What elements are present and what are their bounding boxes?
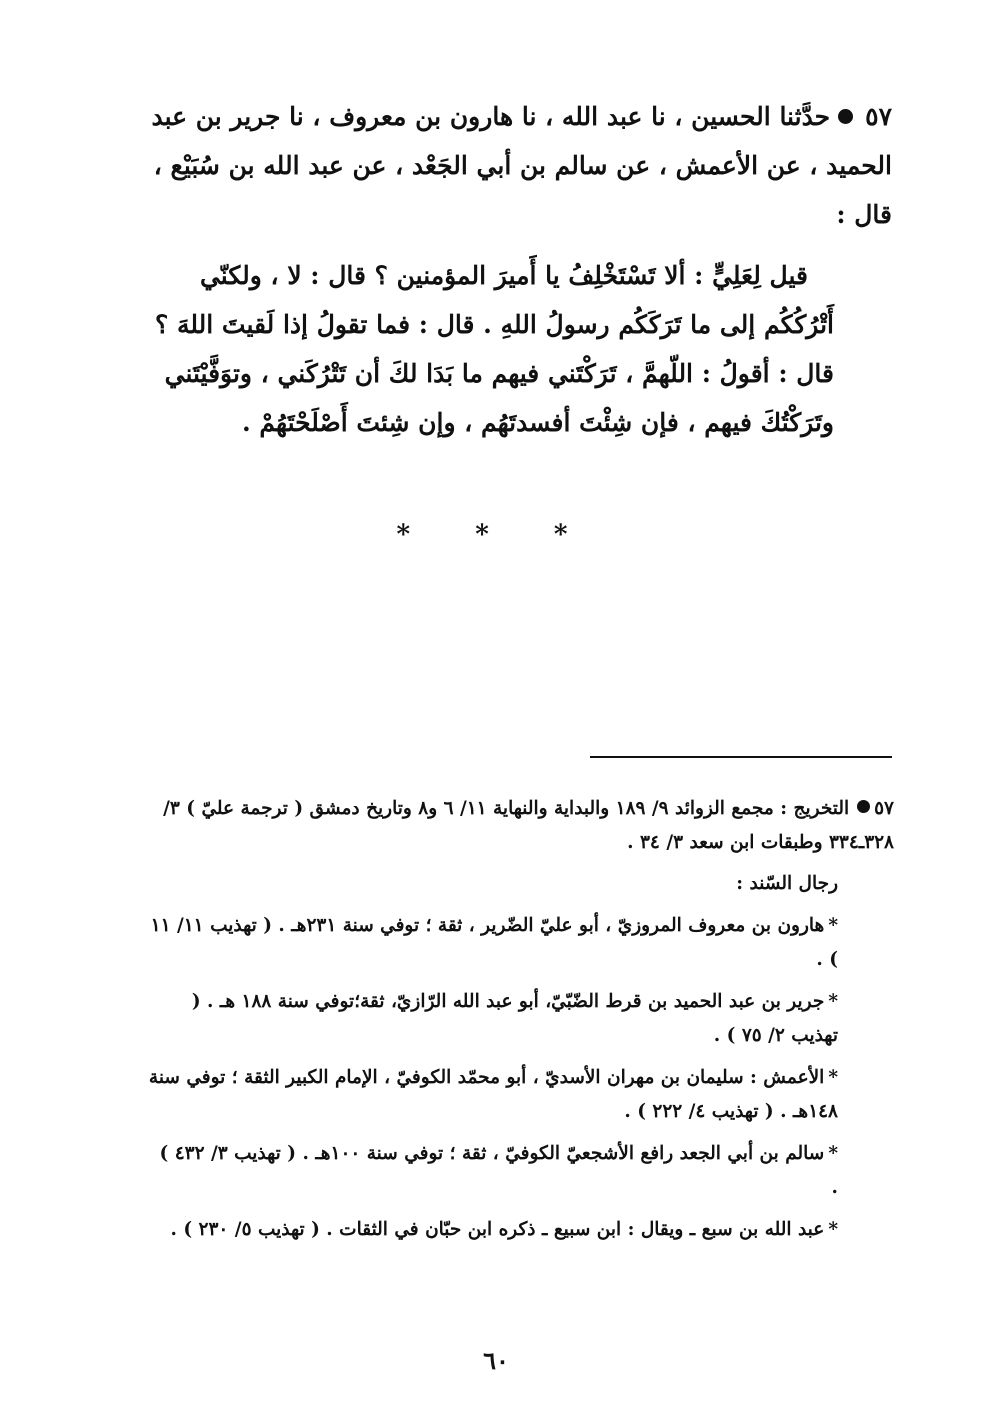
footnotes	[148, 792, 894, 1255]
asterisk-icon: *	[828, 1219, 838, 1240]
asterisk-icon: *	[828, 915, 838, 936]
section-separator: * * *	[396, 520, 596, 550]
narrator-text: سالم بن أبي الجعد رافع الأشجعيّ الكوفيّ ، ثقة ؛ توفي سنة ١٠٠هـ . ( تهذيب ٣/ ٤٣٢ ) .	[159, 1143, 838, 1198]
bullet-icon	[857, 800, 870, 813]
takhrij-text: : مجمع الزوائد ٩/ ١٨٩ والبداية والنهاية ١١/ ٦ و٨ وتاريخ دمشق ( ترجمة عليّ ) ٣/ ٣٢٨ـ٣٣٤ وطبقات ابن سعد ٣/ ٣٤ .	[163, 798, 894, 853]
asterisk-icon: *	[828, 1067, 838, 1088]
narrator-text: جرير بن عبد الحميد بن قرط الضّبّيّ، أبو عبد الله الرّازيّ، ثقة؛توفي سنة ١٨٨ هـ . ( تهذيب ٢/ ٧٥ ) .	[191, 991, 838, 1046]
hadith-matn: قيل لِعَلِيٍّ : ألا تَسْتَخْلِفُ يا أَميرَ المؤمنين ؟ قال : لا ، ولكنّي أَتْرُكُكُم إلى ما تَرَكَكُم رسولُ اللهِ . قال : فما تقولُ إذا لَقيتَ اللهَ ؟ قال : أقولُ : اللّهمَّ ، تَرَكْتَني فيهم ما بَدَا لكَ أن تَتْرُكَني ، وتوَفَّيْتَني وتَرَكْتُكَ فيهم ، فإن شِئْتَ أفسدتَهُم ، وإن شِئتَ أَصْلَحْتَهُمْ .	[154, 261, 834, 437]
narrator-item	[148, 1061, 894, 1129]
bullet-icon	[838, 109, 853, 124]
narrator-item	[148, 985, 894, 1053]
footnote-number: ٥٧	[874, 798, 894, 819]
asterisk-icon: *	[828, 991, 838, 1012]
hadith-isnad	[132, 92, 892, 239]
narrator-item	[148, 1213, 894, 1247]
isnad-text: حدَّثنا الحسين ، نا عبد الله ، نا هارون بن معروف ، نا جرير بن عبد الحميد ، عن الأعمش ، عن سالم بن أبي الجَعْد ، عن عبد الله بن سُبَيْع ، قال :	[151, 102, 892, 229]
footnote-divider	[590, 756, 892, 758]
narrator-text: الأعمش : سليمان بن مهران الأسديّ ، أبو محمّد الكوفيّ ، الإمام الكبير الثقة ؛ توفي سنة ١٤٨هـ . ( تهذيب ٤/ ٢٢٢ ) .	[148, 1067, 838, 1122]
narrator-text: هارون بن معروف المروزيّ ، أبو عليّ الضّرير ، ثقة ؛ توفي سنة ٢٣١هـ . ( تهذيب ١١/ ١١ ) .	[150, 915, 838, 970]
asterisk-icon: *	[828, 1143, 838, 1164]
hadith-number: ٥٧	[865, 102, 892, 131]
hadith-block	[132, 92, 892, 447]
narrator-item	[148, 909, 894, 977]
rijal-heading: رجال السّند :	[736, 873, 838, 894]
takhrij-note	[148, 792, 894, 860]
narrator-text: عبد الله بن سبع ـ ويقال : ابن سبيع ـ ذكره ابن حبّان في الثقات . ( تهذيب ٥/ ٢٣٠ ) .	[170, 1219, 825, 1240]
page-number: ٦٠	[483, 1346, 509, 1375]
narrator-item	[148, 1137, 894, 1205]
takhrij-label: التخريج	[793, 798, 850, 819]
